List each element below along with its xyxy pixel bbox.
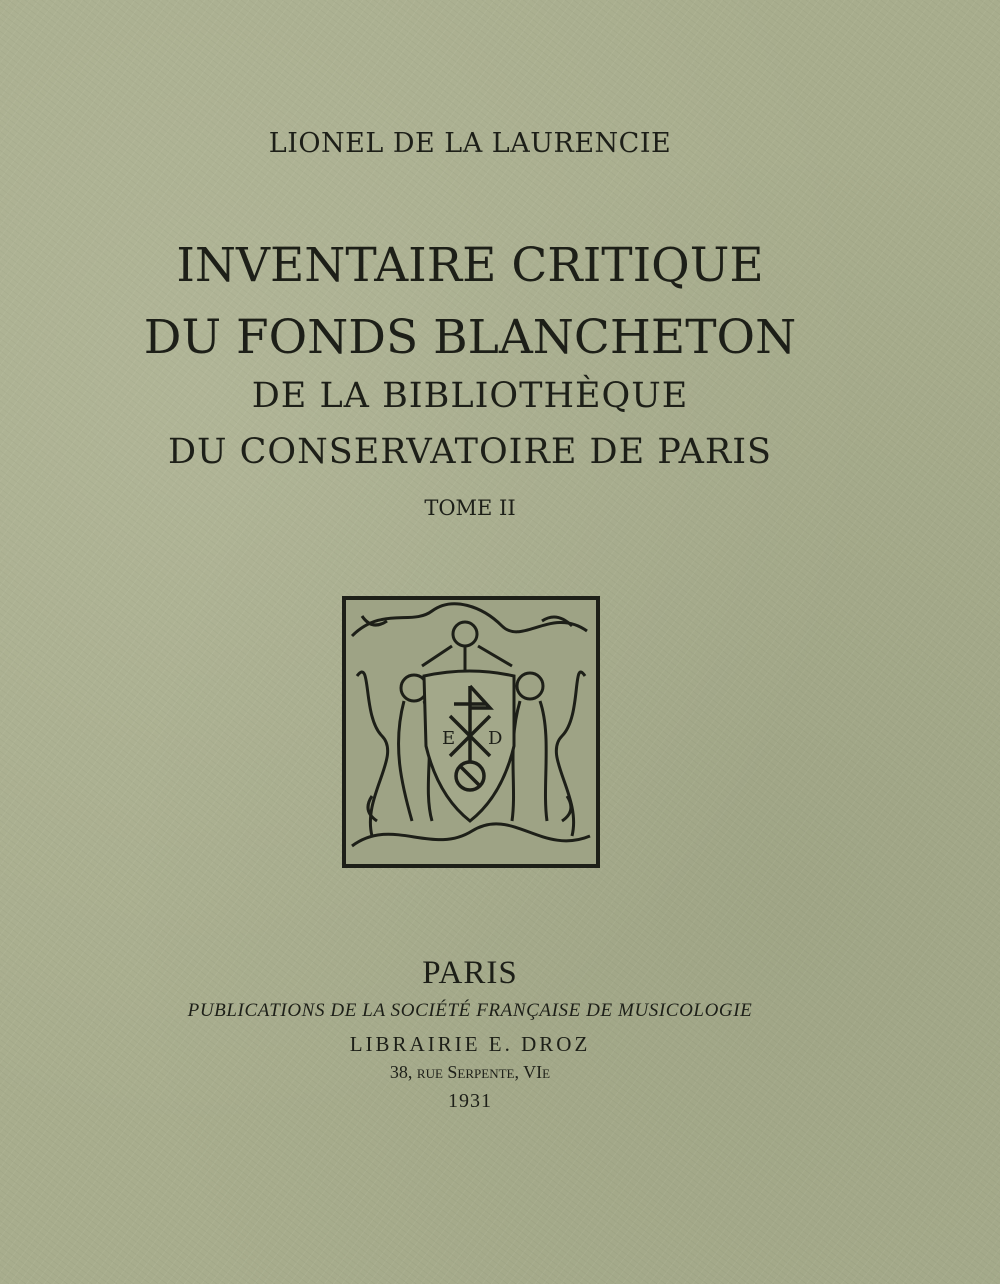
title-line-3: DE LA BIBLIOTHÈQUE [251,376,689,416]
publication-year: 1931 [448,1090,492,1112]
emblem-letter-d: D [488,728,503,749]
series-line: PUBLICATIONS DE LA SOCIÉTÉ FRANÇAISE DE MUSICOLOGIE [187,1000,753,1021]
volume-label: TOME II [424,496,516,520]
publisher-address: 38, rue Serpente, VIe [389,1062,551,1082]
publication-city: PARIS [422,955,518,991]
title-line-2: DU FONDS BLANCHETON [143,310,797,365]
title-line-1: INVENTAIRE CRITIQUE [176,238,764,293]
title-line-4: DU CONSERVATOIRE DE PARIS [167,432,773,472]
author-name: LIONEL DE LA LAURENCIE [268,128,672,159]
publisher-name: LIBRAIRIE E. DROZ [349,1032,591,1056]
printer-mark-emblem [342,596,600,868]
emblem-letter-e: E [442,728,456,749]
